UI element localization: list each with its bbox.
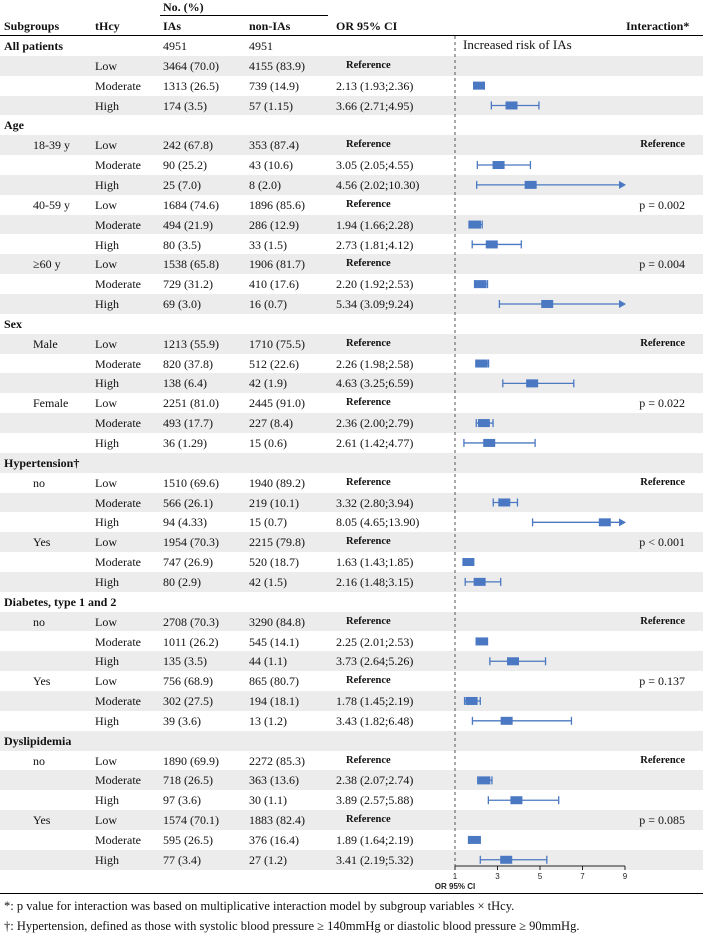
ias-count: 2708 (70.3) xyxy=(163,614,219,629)
odds-ratio: 1.78 (1.45;2.19) xyxy=(336,694,414,709)
x-tick-label: 5 xyxy=(537,872,543,881)
thcy-level: Moderate xyxy=(95,78,141,93)
thcy-level: High xyxy=(95,852,119,867)
thcy-level: High xyxy=(95,515,119,530)
odds-ratio: Reference xyxy=(346,476,391,488)
subgroup-label: no xyxy=(33,753,45,768)
odds-ratio: 1.63 (1.43;1.85) xyxy=(336,555,414,570)
ias-count: 493 (17.7) xyxy=(163,416,213,431)
ias-count: 1510 (69.6) xyxy=(163,475,219,490)
ias-count: 80 (2.9) xyxy=(163,574,201,589)
subgroup-label: no xyxy=(33,614,45,629)
point-estimate xyxy=(483,439,495,447)
non-ias-count: 2445 (91.0) xyxy=(249,396,305,411)
point-estimate xyxy=(466,697,478,705)
non-ias-count: 865 (80.7) xyxy=(249,674,299,689)
odds-ratio: Reference xyxy=(346,814,391,826)
non-ias-count: 1710 (75.5) xyxy=(249,336,305,351)
thcy-level: Low xyxy=(95,813,117,828)
point-estimate xyxy=(476,637,488,645)
interaction-value: Reference xyxy=(640,754,685,766)
non-ias-count: 286 (12.9) xyxy=(249,217,299,232)
ias-count: 820 (37.8) xyxy=(163,356,213,371)
thcy-level: Low xyxy=(95,58,117,73)
odds-ratio: 3.43 (1.82;6.48) xyxy=(336,713,414,728)
non-ias-count: 13 (1.2) xyxy=(249,713,287,728)
odds-ratio: Reference xyxy=(346,397,391,409)
non-ias-count: 42 (1.5) xyxy=(249,574,287,589)
non-ias-count: 1896 (85.6) xyxy=(249,197,305,212)
odds-ratio: 4.56 (2.02;10.30) xyxy=(336,177,420,192)
subgroup-label: Yes xyxy=(33,674,51,689)
non-ias-count: 353 (87.4) xyxy=(249,138,299,153)
point-estimate xyxy=(498,498,510,506)
ias-count: 718 (26.5) xyxy=(163,773,213,788)
ias-count: 494 (21.9) xyxy=(163,217,213,232)
subgroup-label: no xyxy=(33,475,45,490)
ias-count: 242 (67.8) xyxy=(163,138,213,153)
non-ias-count: 57 (1.15) xyxy=(249,98,293,113)
thcy-level: Low xyxy=(95,336,117,351)
ias-count: 1313 (26.5) xyxy=(163,78,219,93)
point-estimate xyxy=(478,776,490,784)
point-estimate xyxy=(541,300,553,308)
section-label: Diabetes, type 1 and 2 xyxy=(4,594,117,609)
thcy-level: Moderate xyxy=(95,773,141,788)
ias-count: 302 (27.5) xyxy=(163,694,213,709)
thcy-level: Moderate xyxy=(95,495,141,510)
odds-ratio: 2.38 (2.07;2.74) xyxy=(336,773,414,788)
odds-ratio: 5.34 (3.09;9.24) xyxy=(336,297,414,312)
thcy-level: Low xyxy=(95,674,117,689)
non-ias-count: 520 (18.7) xyxy=(249,555,299,570)
odds-ratio: 2.73 (1.81;4.12) xyxy=(336,237,414,252)
odds-ratio: Reference xyxy=(346,198,391,210)
thcy-level: Moderate xyxy=(95,833,141,847)
subgroup-label: Female xyxy=(33,396,69,411)
interaction-value: Reference xyxy=(640,337,685,349)
header-non-ias: non-IAs xyxy=(249,19,291,33)
point-estimate xyxy=(525,181,537,189)
ias-count: 756 (68.9) xyxy=(163,674,213,689)
thcy-level: Low xyxy=(95,535,117,550)
non-ias-count: 33 (1.5) xyxy=(249,237,287,252)
thcy-level: High xyxy=(95,297,119,312)
odds-ratio: Reference xyxy=(346,258,391,270)
ias-count: 174 (3.5) xyxy=(163,98,207,113)
point-estimate xyxy=(473,82,485,90)
point-estimate xyxy=(478,419,490,427)
non-ias-count: 30 (1.1) xyxy=(249,793,287,808)
thcy-level: Low xyxy=(95,138,117,153)
non-ias-count: 227 (8.4) xyxy=(249,416,293,431)
interaction-value: p = 0.004 xyxy=(639,257,685,272)
x-tick-label: 3 xyxy=(495,872,500,881)
header-thcy: tHcy xyxy=(95,19,120,33)
ias-count: 1538 (65.8) xyxy=(163,257,219,272)
interaction-value: p = 0.022 xyxy=(639,396,685,411)
non-ias-count: 27 (1.2) xyxy=(249,852,287,867)
odds-ratio: 3.89 (2.57;5.88) xyxy=(336,793,414,808)
ias-count: 729 (31.2) xyxy=(163,277,213,292)
ias-count: 69 (3.0) xyxy=(163,297,201,312)
thcy-level: High xyxy=(95,177,119,192)
x-tick-label: 1 xyxy=(452,872,458,881)
section-label: All patients xyxy=(4,39,64,53)
thcy-level: Moderate xyxy=(95,217,141,232)
x-tick-label: 9 xyxy=(622,872,628,881)
interaction-value: p = 0.085 xyxy=(639,813,685,828)
odds-ratio: 2.61 (1.42;4.77) xyxy=(336,436,414,450)
subgroup-label: 40-59 y xyxy=(33,197,70,212)
odds-ratio: 2.25 (2.01;2.53) xyxy=(336,634,414,649)
odds-ratio: Reference xyxy=(346,139,391,151)
ias-count: 138 (6.4) xyxy=(163,376,207,391)
header-interaction: Interaction* xyxy=(626,19,690,33)
odds-ratio: Reference xyxy=(346,754,391,766)
non-ias-count: 545 (14.1) xyxy=(249,634,299,649)
point-estimate xyxy=(468,836,480,844)
odds-ratio: 1.89 (1.64;2.19) xyxy=(336,833,414,847)
ias-count: 3464 (70.0) xyxy=(163,58,219,73)
interaction-value: p = 0.002 xyxy=(639,197,685,212)
thcy-level: High xyxy=(95,98,119,113)
ias-count: 1574 (70.1) xyxy=(163,813,219,828)
non-ias-count: 219 (10.1) xyxy=(249,495,299,510)
thcy-level: Low xyxy=(95,614,117,629)
ias-count: 1954 (70.3) xyxy=(163,535,219,550)
x-tick-label: 7 xyxy=(580,872,585,881)
thcy-level: Low xyxy=(95,475,117,490)
non-ias-count: 2215 (79.8) xyxy=(249,535,305,550)
point-estimate xyxy=(469,221,481,229)
section-label: Sex xyxy=(4,316,22,331)
non-ias-count: 410 (17.6) xyxy=(249,277,299,292)
non-ias-count: 43 (10.6) xyxy=(249,158,293,173)
thcy-level: Low xyxy=(95,753,117,768)
ias-count: 1213 (55.9) xyxy=(163,336,219,351)
thcy-level: Moderate xyxy=(95,416,141,431)
ias-count: 566 (26.1) xyxy=(163,495,213,510)
thcy-level: High xyxy=(95,713,119,728)
non-ias-count: 42 (1.9) xyxy=(249,376,287,391)
interaction-value: Reference xyxy=(640,139,685,151)
odds-ratio: 3.66 (2.71;4.95) xyxy=(336,98,414,113)
point-estimate xyxy=(510,796,522,804)
non-ias-count: 4951 xyxy=(249,39,273,53)
odds-ratio: Reference xyxy=(346,337,391,349)
odds-ratio: Reference xyxy=(346,59,391,71)
odds-ratio: 3.05 (2.05;4.55) xyxy=(336,158,414,173)
thcy-level: Moderate xyxy=(95,277,141,292)
non-ias-count: 44 (1.1) xyxy=(249,654,287,669)
thcy-level: Low xyxy=(95,396,117,411)
plot-caption: Increased risk of IAs xyxy=(463,37,572,52)
footnote-interaction: *: p value for interaction was based on multiplicative interaction model by subgroup variables × tHcy. xyxy=(4,899,515,913)
ias-count: 77 (3.4) xyxy=(163,852,201,867)
odds-ratio: 2.13 (1.93;2.36) xyxy=(336,78,414,93)
non-ias-count: 8 (2.0) xyxy=(249,177,281,192)
non-ias-count: 16 (0.7) xyxy=(249,297,287,312)
subgroup-label: Male xyxy=(33,336,58,351)
ias-count: 94 (4.33) xyxy=(163,515,207,530)
non-ias-count: 1940 (89.2) xyxy=(249,475,305,490)
ci-arrow xyxy=(619,518,626,526)
odds-ratio: Reference xyxy=(346,536,391,548)
header-no-pct: No. (%) xyxy=(163,0,204,14)
ci-arrow xyxy=(619,300,626,308)
thcy-level: Low xyxy=(95,197,117,212)
point-estimate xyxy=(501,717,513,725)
odds-ratio: 2.16 (1.48;3.15) xyxy=(336,574,414,589)
odds-ratio: 2.26 (1.98;2.58) xyxy=(336,356,414,371)
non-ias-count: 3290 (84.8) xyxy=(249,614,305,629)
section-label: Age xyxy=(4,118,24,133)
point-estimate xyxy=(526,379,538,387)
ias-count: 2251 (81.0) xyxy=(163,396,219,411)
odds-ratio: 2.36 (2.00;2.79) xyxy=(336,416,414,431)
thcy-level: High xyxy=(95,237,119,252)
point-estimate xyxy=(475,280,487,288)
ias-count: 595 (26.5) xyxy=(163,833,213,847)
non-ias-count: 15 (0.7) xyxy=(249,515,287,530)
point-estimate xyxy=(506,101,518,109)
point-estimate xyxy=(599,518,611,526)
header-or-ci: OR 95% CI xyxy=(336,19,398,33)
thcy-level: High xyxy=(95,793,119,808)
interaction-value: Reference xyxy=(640,615,685,627)
thcy-level: High xyxy=(95,654,119,669)
ias-count: 1890 (69.9) xyxy=(163,753,219,768)
odds-ratio: Reference xyxy=(346,615,391,627)
thcy-level: Moderate xyxy=(95,694,141,709)
non-ias-count: 1883 (82.4) xyxy=(249,813,305,828)
section-label: Dyslipidemia xyxy=(4,733,72,748)
ias-count: 80 (3.5) xyxy=(163,237,201,252)
non-ias-count: 194 (18.1) xyxy=(249,694,299,709)
ci-arrow xyxy=(619,181,626,189)
odds-ratio: 2.20 (1.92;2.53) xyxy=(336,277,414,292)
non-ias-count: 739 (14.9) xyxy=(249,78,299,93)
odds-ratio: Reference xyxy=(346,675,391,687)
thcy-level: High xyxy=(95,436,119,450)
subgroup-label: Yes xyxy=(33,535,51,550)
subgroup-label: Yes xyxy=(33,813,51,828)
thcy-level: Moderate xyxy=(95,555,141,570)
header-ias: IAs xyxy=(163,19,182,33)
section-label: Hypertension† xyxy=(4,455,80,470)
ias-count: 97 (3.6) xyxy=(163,793,201,808)
bottom-rule xyxy=(0,893,703,894)
odds-ratio: 3.32 (2.80;3.94) xyxy=(336,495,414,510)
point-estimate xyxy=(507,657,519,665)
point-estimate xyxy=(476,360,488,368)
odds-ratio: 1.94 (1.66;2.28) xyxy=(336,217,414,232)
ias-count: 4951 xyxy=(163,39,187,53)
non-ias-count: 4155 (83.9) xyxy=(249,58,305,73)
subgroup-label: ≥60 y xyxy=(33,257,61,272)
odds-ratio: 3.73 (2.64;5.26) xyxy=(336,654,414,669)
point-estimate xyxy=(474,578,486,586)
interaction-value: p = 0.137 xyxy=(639,674,685,689)
non-ias-count: 363 (13.6) xyxy=(249,773,299,788)
point-estimate xyxy=(493,161,505,169)
odds-ratio: 4.63 (3.25;6.59) xyxy=(336,376,414,391)
subgroup-label: 18-39 y xyxy=(33,138,70,153)
thcy-level: Moderate xyxy=(95,634,141,649)
thcy-level: Moderate xyxy=(95,158,141,173)
point-estimate xyxy=(486,240,498,248)
odds-ratio: 8.05 (4.65;13.90) xyxy=(336,515,420,530)
ias-count: 747 (26.9) xyxy=(163,555,213,570)
footnote-hypertension: †: Hypertension, defined as those with systolic blood pressure ≥ 140mmHg or diastolic blood pressure ≥ 90mmHg. xyxy=(4,919,580,933)
x-axis-label: OR 95% CI xyxy=(434,882,476,891)
thcy-level: High xyxy=(95,376,119,391)
interaction-value: Reference xyxy=(640,476,685,488)
ias-count: 135 (3.5) xyxy=(163,654,207,669)
point-estimate xyxy=(462,558,474,566)
odds-ratio: 3.41 (2.19;5.32) xyxy=(336,852,414,867)
ias-count: 1684 (74.6) xyxy=(163,197,219,212)
header-subgroups: Subgroups xyxy=(4,19,60,33)
ias-count: 90 (25.2) xyxy=(163,158,207,173)
thcy-level: Low xyxy=(95,257,117,272)
non-ias-count: 15 (0.6) xyxy=(249,436,287,450)
interaction-value: p < 0.001 xyxy=(639,535,685,550)
point-estimate xyxy=(500,856,512,864)
ias-count: 25 (7.0) xyxy=(163,177,201,192)
non-ias-count: 2272 (85.3) xyxy=(249,753,305,768)
non-ias-count: 1906 (81.7) xyxy=(249,257,305,272)
thcy-level: High xyxy=(95,574,119,589)
ias-count: 36 (1.29) xyxy=(163,436,207,450)
ias-count: 1011 (26.2) xyxy=(163,634,219,649)
ias-count: 39 (3.6) xyxy=(163,713,201,728)
non-ias-count: 376 (16.4) xyxy=(249,833,299,847)
non-ias-count: 512 (22.6) xyxy=(249,356,299,371)
thcy-level: Moderate xyxy=(95,356,141,371)
